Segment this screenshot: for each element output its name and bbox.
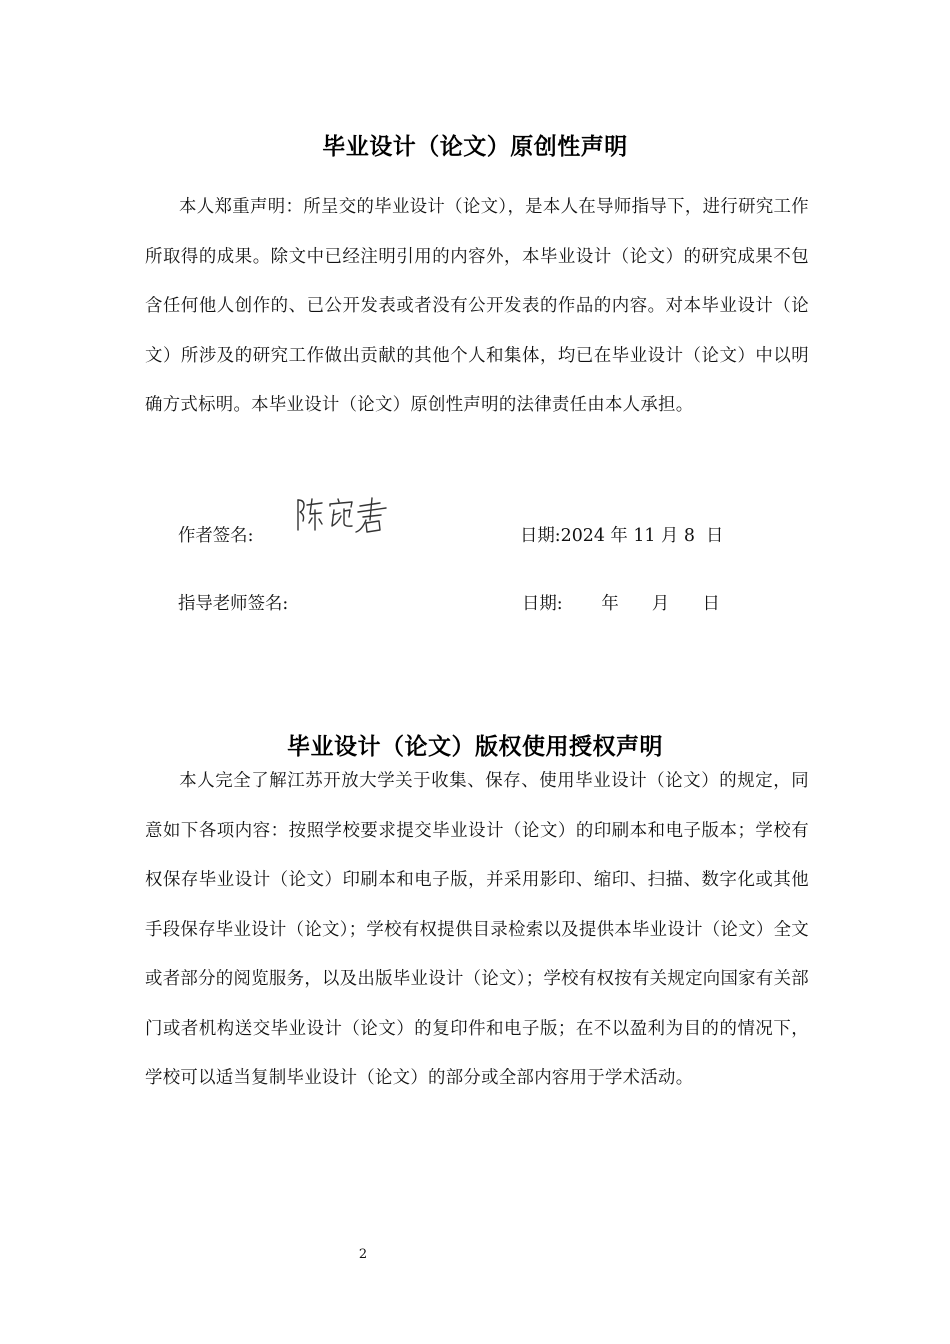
advisor-signature-date: 日期: 年 月 日 xyxy=(522,594,720,614)
page-number: 2 xyxy=(358,1247,368,1262)
originality-declaration-body xyxy=(145,183,809,431)
advisor-signature-label: 指导老师签名: xyxy=(178,594,289,614)
copyright-authorization-title: 毕业设计（论文）版权使用授权声明 xyxy=(287,734,663,760)
author-signature-date: 日期:2024 年 11 月 8 日 xyxy=(520,526,724,546)
author-signature-label: 作者签名: xyxy=(178,526,254,546)
author-handwritten-signature xyxy=(292,490,392,536)
copyright-body-text: 本人完全了解江苏开放大学关于收集、保存、使用毕业设计（论文）的规定，同意如下各项内容：按照学校要求提交毕业设计（论文）的印刷本和电子版本；学校有权保存毕业设计（论文）印刷本和电子版，并采用影印、缩印、扫描、数字化或其他手段保存毕业设计（论文）；学校有权提供目录检索以及提供本毕业设计（论文）全文或者部分的阅览服务，以及出版毕业设计（论文）；学校有权按有关规定向国家有关部门或者机构送交毕业设计（论文）的复印件和电子版；在不以盈利为目的的情况下，学校可以适当复制毕业设计（论文）的部分或全部内容用于学术活动。 xyxy=(145,771,809,1088)
originality-declaration-title: 毕业设计（论文）原创性声明 xyxy=(322,134,628,160)
copyright-authorization-body xyxy=(145,757,809,1104)
originality-body-text: 本人郑重声明：所呈交的毕业设计（论文），是本人在导师指导下，进行研究工作所取得的成果。除文中已经注明引用的内容外，本毕业设计（论文）的研究成果不包含任何他人创作的、已公开发表或者没有公开发表的作品的内容。对本毕业设计（论文）所涉及的研究工作做出贡献的其他个人和集体，均已在毕业设计（论文）中以明确方式标明。本毕业设计（论文）原创性声明的法律责任由本人承担。 xyxy=(145,197,809,415)
